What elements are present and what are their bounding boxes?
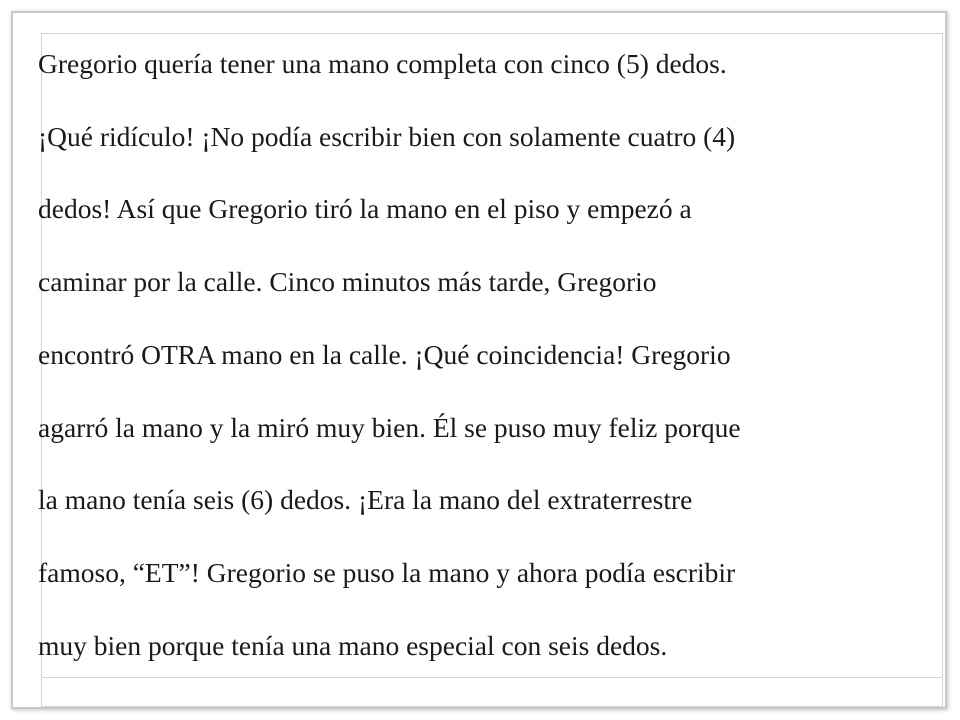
story-paragraph	[38, 28, 955, 682]
text-line: ¡Qué ridículo! ¡No podía escribir bien con solamente cuatro (4)	[38, 120, 736, 152]
text-line: dedos! Así que Gregorio tiró la mano en el piso y empezó a	[38, 193, 692, 225]
text-line: famoso, “ET”! Gregorio se puso la mano y ahora podía escribir	[38, 556, 736, 588]
text-line: encontró OTRA mano en la calle. ¡Qué coincidencia! Gregorio	[38, 338, 731, 370]
text-line: muy bien porque tenía una mano especial con seis dedos.	[38, 629, 668, 661]
text-line: caminar por la calle. Cinco minutos más tarde, Gregorio	[38, 266, 657, 298]
text-line: Gregorio quería tener una mano completa con cinco (5) dedos.	[38, 48, 727, 79]
text-line: agarró la mano y la miró muy bien. Él se puso muy feliz porque	[38, 411, 741, 443]
text-line: la mano tenía seis (6) dedos. ¡Era la mano del extraterrestre	[38, 484, 693, 516]
